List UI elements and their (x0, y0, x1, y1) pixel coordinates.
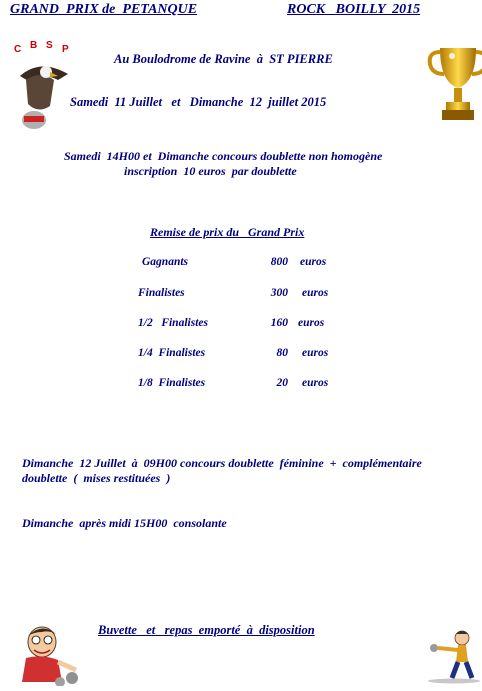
svg-text:B: B (30, 40, 38, 51)
title-right: ROCK BOILLY 2015 (287, 2, 421, 17)
consolante-info: Dimanche après midi 15H00 consolante (22, 516, 227, 530)
cartoon-player-icon (12, 622, 84, 686)
petanque-player-right (414, 610, 478, 666)
trophy-icon (426, 42, 482, 130)
svg-text:P: P (62, 44, 69, 55)
prize-amount: 160 (270, 317, 288, 329)
trophy-image (418, 24, 482, 112)
prize-label: 1/2 Finalistes (138, 317, 208, 329)
prize-unit: euros (302, 377, 329, 389)
prize-label: 1/4 Finalistes (138, 347, 206, 359)
prize-amount: 800 (270, 256, 288, 268)
club-logo (2, 18, 70, 114)
prize-label: 1/8 Finalistes (138, 377, 206, 389)
sunday-info-line2: doublette ( mises restituées ) (22, 471, 171, 485)
saturday-info-line1: Samedi 14H00 et Dimanche concours doublette non homogène (64, 149, 383, 163)
footer-text: Buvette et repas emporté à disposition (98, 623, 315, 637)
svg-text:C: C (14, 44, 22, 55)
sunday-info-line1: Dimanche 12 Juillet à 09H00 concours doublette féminine + complémentaire (22, 456, 422, 470)
venue-text: Au Boulodrome de Ravine à ST PIERRE (114, 52, 333, 66)
petanque-player-left (4, 604, 76, 668)
eagle-icon (10, 36, 78, 132)
prize-unit: euros (302, 287, 329, 299)
prize-label: Gagnants (142, 256, 189, 268)
prize-amount: 300 (270, 287, 288, 299)
saturday-info-line2: inscription 10 euros par doublette (124, 164, 297, 178)
prize-unit: euros (302, 347, 329, 359)
prize-amount: 80 (276, 347, 288, 359)
svg-text:S: S (46, 40, 53, 51)
prize-unit: euros (300, 256, 327, 268)
prize-unit: euros (298, 317, 325, 329)
title-left: GRAND PRIX de PETANQUE (10, 2, 198, 17)
event-dates: Samedi 11 Juillet et Dimanche 12 juillet 2015 (70, 95, 327, 109)
prize-label: Finalistes (138, 287, 185, 299)
throwing-player-icon (422, 628, 482, 684)
prize-amount: 20 (276, 377, 288, 389)
prize-heading: Remise de prix du Grand Prix (150, 225, 305, 239)
